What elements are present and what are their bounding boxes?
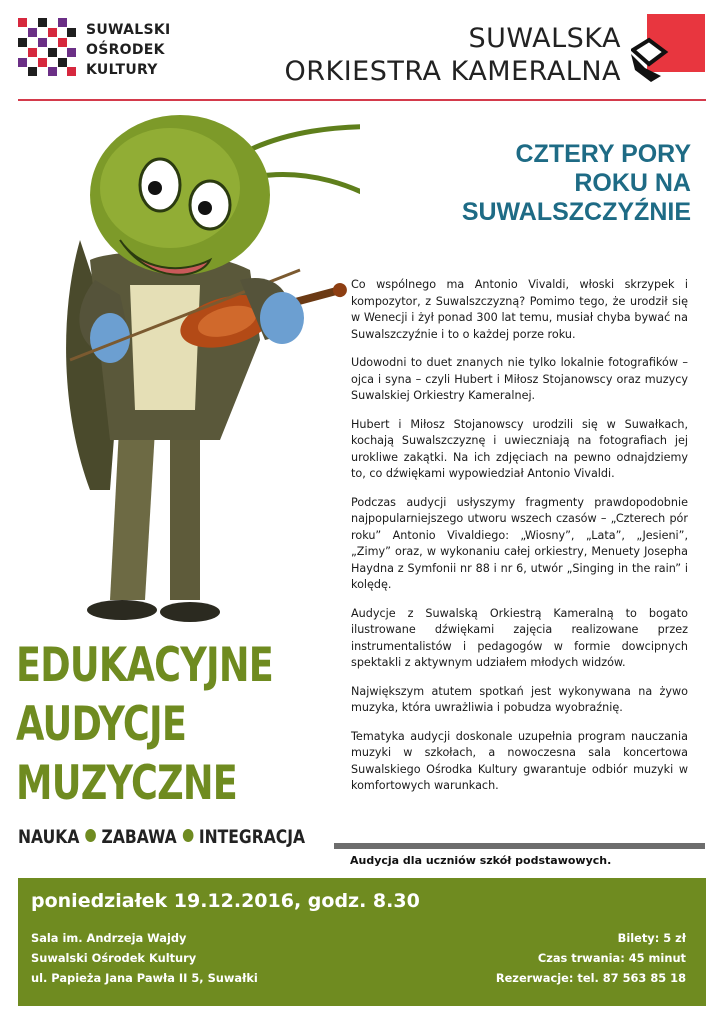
paragraph: Co wspólnego ma Antonio Vivaldi, włoski skrzypek i kompozytor, z Suwalszczyzną? Pomimo tego, że urodził się w Wenecji i żył ponad 300 lat temu, musiał chyba bywać na Suwalszczyźnie i to o każdej porze roku. — [351, 278, 688, 341]
series-title-line-1: EDUKACYJNE — [16, 638, 274, 693]
venue-line: ul. Papieża Jana Pawła II 5, Suwałki — [31, 971, 258, 985]
tagline — [18, 826, 305, 848]
tagline-word-3: INTEGRACJA — [198, 826, 306, 848]
series-title — [16, 636, 273, 813]
event-date: poniedziałek 19.12.2016, godz. 8.30 — [31, 890, 420, 912]
tagline-word-2: ZABAWA — [101, 826, 177, 848]
paragraph: Największym atutem spotkań jest wykonywana na żywo muzyka, która uwrażliwia i pobudza wyobraźnię. — [351, 684, 688, 714]
concert-title-line-2: ROKU NA — [574, 169, 691, 197]
orchestra-title-line-1: SUWALSKA — [468, 23, 621, 54]
logo-text — [86, 20, 171, 80]
description-text — [351, 277, 688, 807]
duration: Czas trwania: 45 minut — [537, 951, 686, 965]
orchestra-title-line-2: ORKIESTRA KAMERALNA — [284, 56, 621, 87]
bullet-dot-icon — [85, 829, 96, 842]
header-divider — [18, 99, 706, 101]
paragraph: Udowodni to duet znanych nie tylko lokalnie fotografików – ojca i syna – czyli Hubert i Miłosz Stojanowscy oraz muzycy Suwalskiej Orkiestry Kameralnej. — [351, 356, 688, 402]
paragraph: Hubert i Miłosz Stojanowscy urodzili się w Suwałkach, kochają Suwalszczyznę i uwieczniają na fotografiach jej urokliwe zakątki. Na ich zdjęciach na pewno odnajdziemy to, co dźwiękami wypowiedział Antonio Vivaldi. — [351, 417, 688, 480]
ticket-price: Bilety: 5 zł — [617, 931, 686, 945]
logo-line-1: SUWALSKI — [86, 22, 171, 38]
venue-line: Sala im. Andrzeja Wajdy — [31, 931, 187, 945]
reservation-phone: Rezerwacje: tel. 87 563 85 18 — [495, 971, 686, 985]
orchestra-logo-icon — [631, 14, 705, 84]
ticket-info — [496, 928, 686, 988]
paragraph: Audycje z Suwalską Orkiestrą Kameralną to bogato ilustrowane dźwiękami zajęcia realizowane przez instrumentalistów i pedagogów w formie dowcipnych spektakli z aktywnym udziałem młodych widzów. — [351, 606, 688, 669]
logo-line-2: OŚRODEK — [86, 42, 165, 58]
paragraph: Tematyka audycji doskonale uzupełnia program nauczania muzyki w szkołach, a nowoczesna sala koncertowa Suwalskiego Ośrodka Kultury gwarantuje odbiór muzyki w komfortowych warunkach. — [351, 729, 688, 792]
concert-title-line-1: CZTERY PORY — [515, 140, 691, 168]
series-title-line-3: MUZYCZNE — [16, 756, 238, 811]
suwalski-osrodek-kultury-logo — [18, 18, 218, 80]
orchestra-title — [285, 22, 622, 88]
bullet-dot-icon — [182, 829, 193, 842]
event-footer — [18, 878, 706, 1006]
logo-grid-icon — [18, 18, 76, 76]
gray-divider — [334, 843, 705, 849]
series-title-line-2: AUDYCJE — [16, 697, 187, 752]
tagline-word-1: NAUKA — [18, 826, 80, 848]
logo-line-3: KULTURY — [86, 62, 158, 78]
paragraph: Podczas audycji usłyszymy fragmenty prawdopodobnie najpopularniejszego utworu wszech czasów – „Czterech pór roku” Antonio Vivaldiego: „Wiosny”, „Lata”, „Jesieni”, „Zimy” oraz, w wykonaniu całej orkiestry, Menuety Josepha Haydna z Symfonii nr 88 i nr 6, utwór „Singing in the rain” i kolędę. — [351, 495, 688, 591]
venue-line: Suwalski Ośrodek Kultury — [31, 951, 197, 965]
audience-note: Audycja dla uczniów szkół podstawowych. — [350, 854, 612, 867]
cricket-violinist-illustration — [50, 110, 360, 640]
concert-title-line-3: SUWALSZCZYŹNIE — [461, 198, 691, 226]
concert-title — [391, 140, 691, 227]
venue-info — [31, 928, 258, 988]
